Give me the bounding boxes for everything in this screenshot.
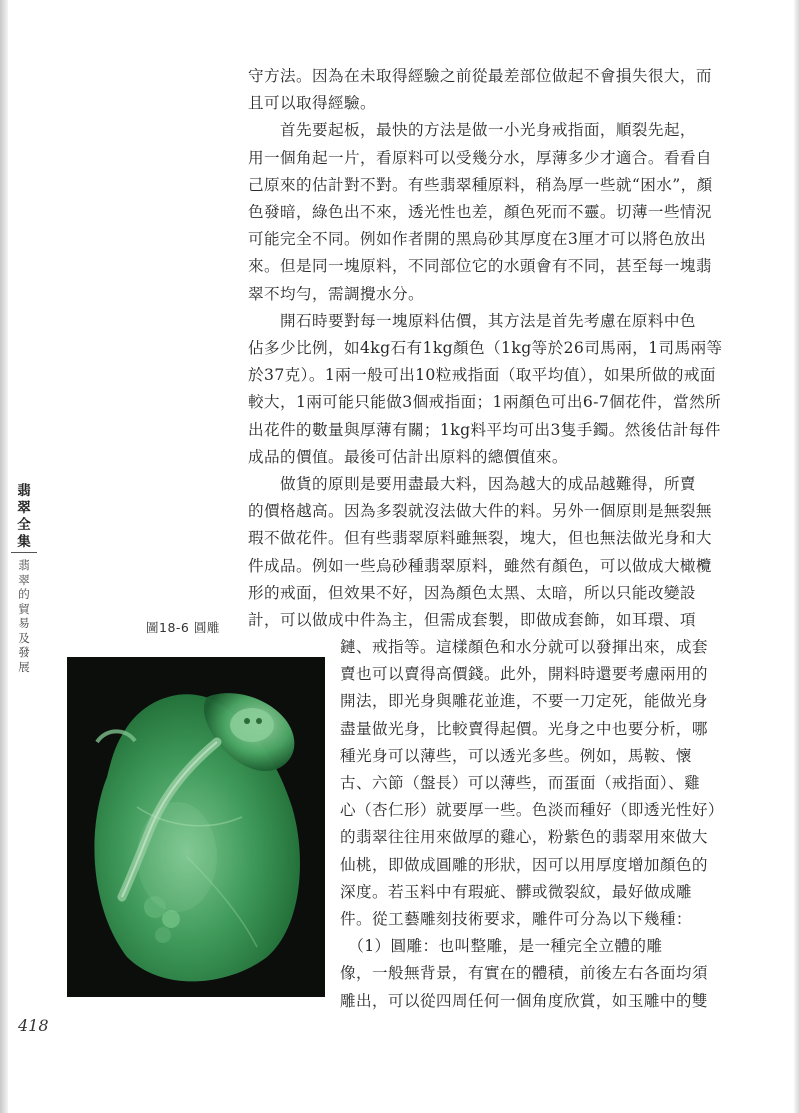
side-chapter-title <box>14 558 34 674</box>
text-line: 盡量做光身，比較賣得起價。光身之中也要分析，哪 <box>340 719 708 738</box>
text-line: 開石時要對每一塊原料估價，其方法是首先考慮在原料中色 <box>248 311 696 330</box>
jade-carving-photo <box>67 657 325 997</box>
text-line: 己原來的估計對不對。有些翡翠種原料，稍為厚一些就“困水”，顏 <box>248 175 713 194</box>
text-line: 且可以取得經驗。 <box>248 94 376 113</box>
vertical-char: 翠 <box>17 500 31 516</box>
text-line: 做貨的原則是要用盡最大料，因為越大的成品越難得，所賣 <box>248 475 696 494</box>
text-line: 像，一般無背景，有實在的體積，前後左右各面均須 <box>340 964 708 983</box>
vertical-char: 全 <box>17 517 31 533</box>
text-line: 翠不均勻，需調攪水分。 <box>248 284 424 303</box>
text-line: 的價格越高。因為多裂就沒法做大件的料。另外一個原則是無裂無 <box>248 502 712 521</box>
body-text-wrapped-column <box>340 634 740 1015</box>
text-line: 賣也可以賣得高價錢。此外，開料時還要考慮兩用的 <box>340 665 708 684</box>
text-line: 用一個角起一片，看原料可以受幾分水，厚薄多少才適合。看看自 <box>248 148 712 167</box>
text-line: 種光身可以薄些，可以透光多些。例如，馬鞍、懷 <box>340 746 692 765</box>
text-line: 古、六節（盤長）可以薄些，而蛋面（戒指面）、雞 <box>340 774 701 793</box>
text-line: 心（杏仁形）就要厚一些。色淡而種好（即透光性好） <box>340 801 724 820</box>
text-line: 鏈、戒指等。這樣顏色和水分就可以發揮出來，成套 <box>340 638 708 656</box>
text-line: 於37克）。1兩一般可出10粒戒指面（取平均值），如果所做的戒面 <box>248 366 716 385</box>
side-book-title <box>14 483 34 551</box>
vertical-char: 翠 <box>18 572 30 587</box>
text-line: 雕出，可以從四周任何一個角度欣賞，如玉雕中的雙 <box>340 991 708 1010</box>
side-divider <box>11 552 37 553</box>
vertical-char: 貿 <box>18 601 30 616</box>
vertical-char: 展 <box>18 659 30 674</box>
text-line: 仙桃，即做成圓雕的形狀，因可以用厚度增加顏色的 <box>340 855 708 874</box>
vertical-char: 發 <box>18 645 30 659</box>
text-line: 首先要起板，最快的方法是做一小光身戒指面，順裂先起， <box>248 121 696 140</box>
text-line: 守方法。因為在未取得經驗之前從最差部位做起不會損失很大，而 <box>248 67 712 85</box>
text-line: 形的戒面，但效果不好，因為顏色太黑、太暗，所以只能改變設 <box>248 583 696 602</box>
vertical-char: 翡 <box>18 558 30 572</box>
text-line: 件成品。例如一些烏砂種翡翠原料，雖然有顏色，可以做成大橄欖 <box>248 556 712 575</box>
figure-caption: 圖18-6 圓雕 <box>146 620 220 635</box>
body-text-column <box>248 63 738 634</box>
text-line: 色發暗，綠色出不來，透光性也差，顏色死而不靈。切薄一些情況 <box>248 203 712 222</box>
text-line: 較大，1兩可能只能做3個戒指面；1兩顏色可出6-7個花件，當然所 <box>248 393 722 412</box>
vertical-char: 易 <box>18 616 30 630</box>
text-line: 件。從工藝雕刻技術要求，雕件可分為以下幾種： <box>340 910 692 929</box>
text-line: 瑕不做花件。但有些翡翠原料雖無裂，塊大，但也無法做光身和大 <box>248 529 712 548</box>
jade-carving-illustration <box>67 657 325 997</box>
page-binding-edge <box>0 0 8 1113</box>
text-line: 佔多少比例，如4kg石有1kg顏色（1kg等於26司馬兩，1司馬兩等 <box>248 339 723 358</box>
text-line: 的翡翠往往用來做厚的雞心，粉紫色的翡翠用來做大 <box>340 828 708 847</box>
text-line: 開法，即光身與雕花並進，不要一刀定死，能做光身 <box>340 692 708 711</box>
text-line: 可能完全不同。例如作者開的黑烏砂其厚度在3厘才可以將色放出 <box>248 230 707 249</box>
text-line: 計，可以做成中件為主，但需成套製，即做成套飾，如耳環、項 <box>248 611 696 630</box>
text-line: 成品的價值。最後可估計出原料的總價值來。 <box>248 447 568 466</box>
vertical-char: 的 <box>18 587 30 601</box>
text-line: 深度。若玉料中有瑕疵、髒或微裂紋，最好做成雕 <box>340 882 692 901</box>
text-line: 來。但是同一塊原料，不同部位它的水頭會有不同，甚至每一塊翡 <box>248 257 712 276</box>
page-number: 418 <box>18 1016 49 1035</box>
text-line: 出花件的數量與厚薄有關；1kg料平均可出3隻手鐲。然後估計每件 <box>248 420 721 439</box>
page-outer-edge <box>794 0 800 1113</box>
vertical-char: 集 <box>17 534 31 550</box>
text-line: （1）圓雕：也叫整雕，是一種完全立體的雕 <box>340 937 663 956</box>
vertical-char: 及 <box>18 630 30 645</box>
vertical-char: 翡 <box>17 483 31 499</box>
